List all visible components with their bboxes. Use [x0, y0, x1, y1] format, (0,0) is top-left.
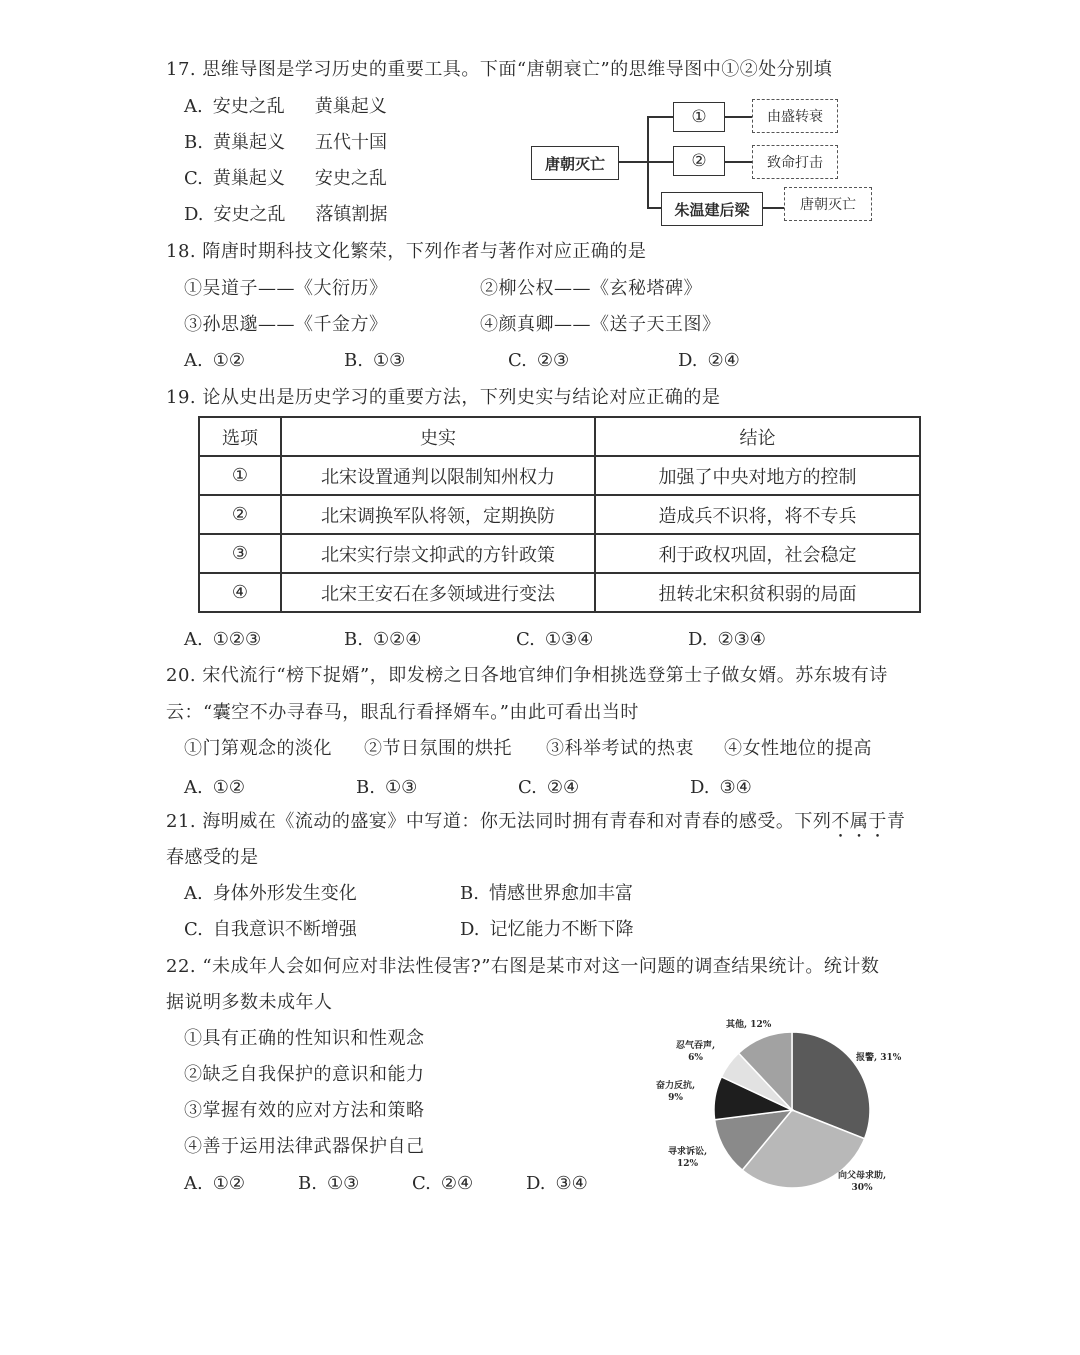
table-cell: ③: [199, 534, 281, 573]
q19-stem: 19. 论从史出是历史学习的重要方法，下列史实与结论对应正确的是: [166, 387, 721, 408]
mindmap-connector: [647, 116, 673, 118]
q18-option-c[interactable]: [508, 349, 569, 373]
option-text: ①③: [384, 777, 418, 798]
q21-emphasis: 不属于: [831, 811, 887, 832]
q22-stem-line-1: 22. “未成年人会如何应对非法性侵害?”右图是某市对这一问题的调查结果统计。统计数: [166, 956, 880, 977]
q22-stem-line-2: 据说明多数未成年人: [166, 992, 333, 1013]
option-text: ②④: [440, 1173, 474, 1194]
option-letter: C.: [184, 919, 203, 940]
option-letter: C.: [516, 629, 535, 650]
q20-item-4: ④女性地位的提高: [724, 738, 872, 759]
q20-stem-line-2: 云：“囊空不办寻春马，眼乱行看择婿车。”由此可看出当时: [166, 702, 639, 723]
q20-stem-line-1: 20. 宋代流行“榜下捉婿”，即发榜之日各地官绅们争相挑选登第士子做女婿。苏东坡有诗: [166, 665, 888, 686]
option-part-2: 五代十国: [314, 132, 387, 153]
q22-option-d[interactable]: [526, 1172, 588, 1196]
mindmap-result-2: 致命打击: [752, 145, 838, 179]
pie-label-resist: 奋力反抗, 9%: [656, 1081, 696, 1103]
option-letter: B.: [344, 629, 363, 650]
table-header-row: [199, 417, 920, 456]
q22-option-a[interactable]: [184, 1172, 245, 1196]
option-part-1: 安史之乱: [212, 96, 285, 117]
option-letter: D.: [526, 1173, 546, 1194]
option-letter: C.: [518, 777, 537, 798]
q17-option-c[interactable]: [184, 167, 387, 191]
table-row: [199, 534, 920, 573]
option-text: ①②: [212, 350, 246, 371]
option-text: ①②: [212, 1173, 246, 1194]
q19-option-d[interactable]: [688, 628, 766, 652]
mindmap-result-1: 由盛转衰: [752, 99, 838, 133]
q18-option-b[interactable]: [344, 349, 405, 373]
option-letter: B.: [344, 350, 363, 371]
option-letter: D.: [688, 629, 708, 650]
q18-item-2: ②柳公权——《玄秘塔碑》: [480, 278, 702, 299]
option-letter: D.: [460, 919, 480, 940]
option-letter: A.: [184, 629, 203, 650]
mindmap-connector: [762, 207, 784, 209]
q18-item-4: ④颜真卿——《送子天王图》: [480, 314, 721, 335]
table-row: [199, 456, 920, 495]
q20-option-d[interactable]: [690, 776, 752, 800]
option-letter: B.: [184, 132, 203, 153]
mindmap-result-3: 唐朝灭亡: [784, 187, 872, 221]
q17-option-b[interactable]: [184, 131, 387, 155]
q21-option-a[interactable]: [184, 882, 357, 906]
q20-option-c[interactable]: [518, 776, 579, 800]
q17-stem: 17. 思维导图是学习历史的重要工具。下面“唐朝衰亡”的思维导图中①②处分别填: [166, 59, 833, 80]
q22-item-4: ④善于运用法律武器保护自己: [184, 1136, 425, 1157]
q22-option-b[interactable]: [298, 1172, 359, 1196]
option-text: ①②③: [212, 629, 262, 650]
pie-label-endure: 忍气吞声, 6%: [676, 1041, 716, 1063]
mindmap-connector: [647, 207, 661, 209]
q18-stem: 18. 隋唐时期科技文化繁荣，下列作者与著作对应正确的是: [166, 241, 647, 262]
q22-item-2: ②缺乏自我保护的意识和能力: [184, 1064, 425, 1085]
mindmap-connector: [724, 116, 752, 118]
option-letter: B.: [298, 1173, 317, 1194]
option-text: ①③: [326, 1173, 360, 1194]
q20-item-2: ②节日氛围的烘托: [364, 738, 512, 759]
option-part-2: 落镇割据: [315, 204, 388, 225]
option-letter: D.: [690, 777, 710, 798]
option-letter: D.: [678, 350, 698, 371]
table-cell: ④: [199, 573, 281, 612]
q19-option-c[interactable]: [516, 628, 593, 652]
table-header-cell: 选项: [199, 417, 281, 456]
q20-item-1: ①门第观念的淡化: [184, 738, 332, 759]
option-letter: C.: [508, 350, 527, 371]
option-letter: A.: [184, 350, 203, 371]
q21-stem-line-1: [166, 810, 905, 842]
option-part-1: 黄巢起义: [212, 168, 285, 189]
option-part-2: 安史之乱: [314, 168, 387, 189]
table-header-cell: 史实: [281, 417, 595, 456]
pie-label-report: 报警, 31%: [856, 1053, 902, 1063]
mindmap-node-3: 朱温建后梁: [661, 192, 763, 226]
option-text: ③④: [555, 1173, 588, 1194]
q21-stem-post: 青: [886, 811, 906, 832]
q21-option-b[interactable]: [460, 882, 633, 906]
table-cell: 北宋设置通判以限制知州权力: [281, 456, 595, 495]
q21-stem-line-2: 春感受的是: [166, 847, 259, 868]
table-cell: 北宋调换军队将领，定期换防: [281, 495, 595, 534]
q18-option-d[interactable]: [678, 349, 740, 373]
q21-stem-pre: 21. 海明威在《流动的盛宴》中写道：你无法同时拥有青春和对青春的感受。下列: [166, 811, 832, 832]
q21-option-c[interactable]: [184, 918, 357, 942]
table-cell: ①: [199, 456, 281, 495]
option-letter: C.: [412, 1173, 431, 1194]
option-letter: A.: [184, 883, 203, 904]
option-letter: D.: [184, 204, 204, 225]
q19-option-a[interactable]: [184, 628, 261, 652]
mindmap-connector: [618, 161, 648, 163]
q18-item-3: ③孙思邈——《千金方》: [184, 314, 388, 335]
option-letter: C.: [184, 168, 203, 189]
mindmap-node-2: ②: [673, 146, 725, 176]
table-cell: 扭转北宋积贫积弱的局面: [595, 573, 920, 612]
q18-option-a[interactable]: [184, 349, 245, 373]
table-header-cell: 结论: [595, 417, 920, 456]
table-cell: 北宋王安石在多领域进行变法: [281, 573, 595, 612]
q17-option-a[interactable]: [184, 95, 387, 119]
option-text: 身体外形发生变化: [212, 883, 357, 904]
option-letter: B.: [356, 777, 375, 798]
q22-item-1: ①具有正确的性知识和性观念: [184, 1028, 425, 1049]
table-row: [199, 495, 920, 534]
option-letter: A.: [184, 777, 203, 798]
option-text: ①③: [372, 350, 406, 371]
table-cell: 北宋实行崇文抑武的方针政策: [281, 534, 595, 573]
q21-option-d[interactable]: [460, 918, 634, 942]
option-text: ②③④: [717, 629, 766, 650]
pie-label-other: 其他, 12%: [726, 1020, 772, 1030]
option-part-2: 黄巢起义: [314, 96, 387, 117]
option-text: ①③④: [544, 629, 594, 650]
q22-pie-chart: [712, 1030, 872, 1190]
option-text: 情感世界愈加丰富: [488, 883, 633, 904]
mindmap-connector: [647, 161, 673, 163]
option-letter: B.: [460, 883, 479, 904]
q20-option-a[interactable]: [184, 776, 245, 800]
option-part-1: 黄巢起义: [212, 132, 285, 153]
mindmap-connector: [724, 161, 752, 163]
mindmap-node-1: ①: [673, 102, 725, 132]
table-cell: 加强了中央对地方的控制: [595, 456, 920, 495]
q22-option-c[interactable]: [412, 1172, 473, 1196]
q20-option-b[interactable]: [356, 776, 417, 800]
q19-table: [198, 416, 921, 613]
q17-option-d[interactable]: [184, 203, 388, 227]
option-text: ②④: [546, 777, 580, 798]
option-letter: A.: [184, 1173, 203, 1194]
option-text: 记忆能力不断下降: [489, 919, 634, 940]
table-row: [199, 573, 920, 612]
option-letter: A.: [184, 96, 203, 117]
q20-item-3: ③科举考试的热衷: [546, 738, 694, 759]
option-text: ①②④: [372, 629, 422, 650]
q19-option-b[interactable]: [344, 628, 421, 652]
option-text: ②③: [536, 350, 570, 371]
table-cell: 造成兵不识将，将不专兵: [595, 495, 920, 534]
pie-label-litigation: 寻求诉讼, 12%: [668, 1147, 708, 1169]
option-text: ②④: [707, 350, 740, 371]
option-text: ①②: [212, 777, 246, 798]
table-cell: 利于政权巩固，社会稳定: [595, 534, 920, 573]
q18-item-1: ①吴道子——《大衍历》: [184, 278, 388, 299]
pie-label-parents: 向父母求助, 30%: [838, 1171, 887, 1193]
q22-item-3: ③掌握有效的应对方法和策略: [184, 1100, 425, 1121]
option-part-1: 安史之乱: [213, 204, 286, 225]
option-text: 自我意识不断增强: [212, 919, 357, 940]
table-cell: ②: [199, 495, 281, 534]
option-text: ③④: [719, 777, 752, 798]
mindmap-root: 唐朝灭亡: [531, 146, 619, 180]
